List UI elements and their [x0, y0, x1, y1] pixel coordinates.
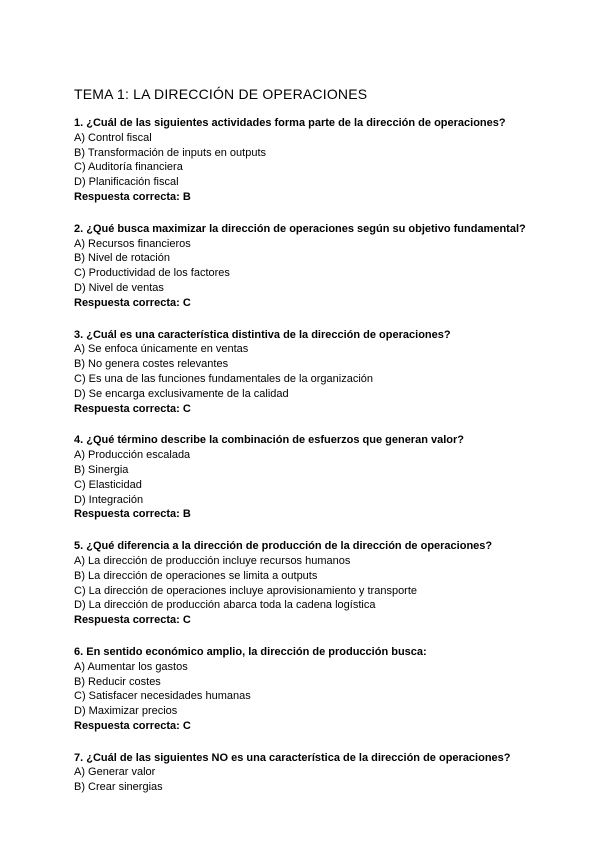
answer-option: B) Crear sinergias — [74, 781, 163, 794]
answer-option: C) Auditoría financiera — [74, 161, 183, 174]
question-text: 4. ¿Qué término describe la combinación de esfuerzos que generan valor? — [74, 434, 464, 447]
option-list — [74, 554, 534, 613]
option-list — [74, 765, 534, 795]
question-text: 5. ¿Qué diferencia a la dirección de producción de la dirección de operaciones? — [74, 540, 493, 553]
answer-option: C) Satisfacer necesidades humanas — [74, 690, 251, 703]
answer-option: D) Se encarga exclusivamente de la calidad — [74, 387, 289, 400]
question-block — [74, 116, 534, 205]
question-block — [74, 751, 534, 795]
answer-option: B) Reducir costes — [74, 675, 161, 688]
answer-option: B) La dirección de operaciones se limita a outputs — [74, 569, 318, 582]
answer-option: C) Es una de las funciones fundamentales de la organización — [74, 372, 374, 385]
answer-option: A) Aumentar los gastos — [74, 660, 188, 673]
answer-option: A) Generar valor — [74, 766, 156, 779]
correct-answer: Respuesta correcta: C — [74, 614, 191, 627]
answer-option: D) Nivel de ventas — [74, 281, 164, 294]
answer-option: D) Maximizar precios — [74, 705, 178, 718]
answer-option: A) Se enfoca únicamente en ventas — [74, 343, 249, 356]
option-list — [74, 131, 534, 190]
answer-option: B) Transformación de inputs en outputs — [74, 146, 266, 159]
correct-answer: Respuesta correcta: C — [74, 296, 191, 309]
correct-answer: Respuesta correcta: B — [74, 190, 191, 203]
answer-option: A) Control fiscal — [74, 131, 152, 144]
question-text: 6. En sentido económico amplio, la dirección de producción busca: — [74, 645, 427, 658]
page-title: TEMA 1: LA DIRECCIÓN DE OPERACIONES — [74, 86, 368, 102]
option-list — [74, 660, 534, 719]
option-list — [74, 237, 534, 296]
question-block — [74, 645, 534, 734]
answer-option: A) La dirección de producción incluye recursos humanos — [74, 554, 351, 567]
answer-option: C) La dirección de operaciones incluye aprovisionamiento y transporte — [74, 584, 418, 597]
question-text: 7. ¿Cuál de las siguientes NO es una característica de la dirección de operaciones? — [74, 751, 511, 764]
option-list — [74, 448, 534, 507]
answer-option: D) La dirección de producción abarca toda la cadena logística — [74, 599, 376, 612]
correct-answer: Respuesta correcta: C — [74, 402, 191, 415]
question-block — [74, 539, 534, 628]
answer-option: A) Producción escalada — [74, 449, 191, 462]
answer-option: B) Nivel de rotación — [74, 252, 170, 265]
option-list — [74, 342, 534, 401]
question-list — [74, 116, 534, 812]
answer-option: A) Recursos financieros — [74, 237, 191, 250]
question-block — [74, 433, 534, 522]
question-block — [74, 222, 534, 311]
answer-option: C) Productividad de los factores — [74, 267, 230, 280]
correct-answer: Respuesta correcta: C — [74, 719, 191, 732]
answer-option: C) Elasticidad — [74, 478, 142, 491]
question-text: 3. ¿Cuál es una característica distintiva de la dirección de operaciones? — [74, 328, 451, 341]
question-text: 2. ¿Qué busca maximizar la dirección de operaciones según su objetivo fundamental? — [74, 222, 526, 235]
answer-option: D) Integración — [74, 493, 144, 506]
question-block — [74, 328, 534, 417]
answer-option: D) Planificación fiscal — [74, 176, 179, 189]
answer-option: B) Sinergia — [74, 463, 129, 476]
answer-option: B) No genera costes relevantes — [74, 358, 229, 371]
question-text: 1. ¿Cuál de las siguientes actividades forma parte de la dirección de operaciones? — [74, 117, 506, 129]
correct-answer: Respuesta correcta: B — [74, 508, 191, 521]
